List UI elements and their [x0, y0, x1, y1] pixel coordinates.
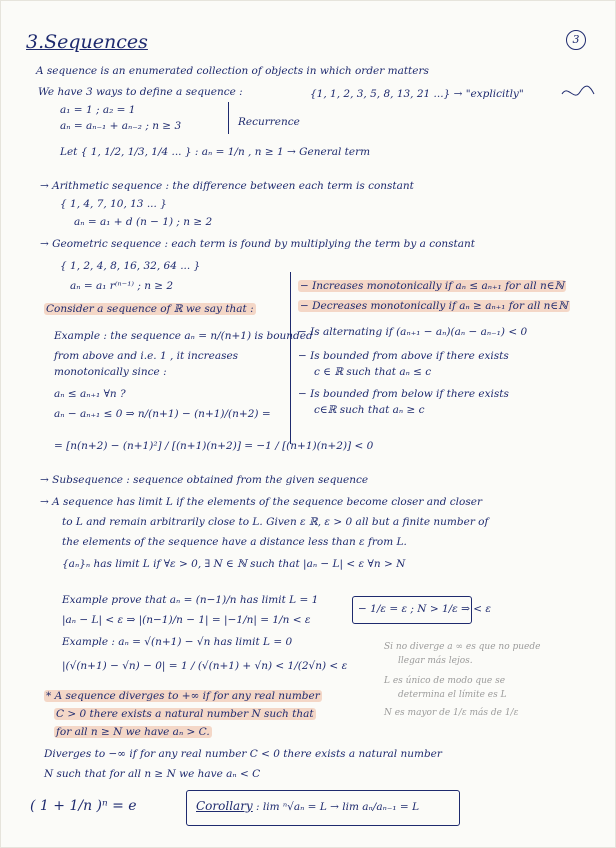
definition-line: A sequence is an enumerated collection of objects in which order matters	[36, 65, 429, 77]
recurrence-brace	[228, 102, 229, 134]
prop-bounded-below: − Is bounded from below if there exists	[298, 388, 509, 400]
prop-bounded-above: − Is bounded from above if there exists	[298, 350, 509, 362]
pencil-note-4: determina el límite es L	[398, 690, 507, 700]
limit-example-1-proof: |aₙ − L| < ε ⇒ |(n−1)/n − 1| = |−1/n| = 1/n < ε	[62, 614, 311, 626]
recurrence-formula: aₙ = aₙ₋₁ + aₙ₋₂ ; n ≥ 3	[60, 120, 182, 132]
general-term-line: Let { 1, 1/2, 1/3, 1/4 ... } : aₙ = 1/n , n ≥ 1 → General term	[60, 146, 371, 158]
consider-line	[44, 303, 256, 316]
geometric-example: { 1, 2, 4, 8, 16, 32, 64 ... }	[60, 260, 201, 272]
prop-alternating: − Is alternating if (aₙ₊₁ − aₙ)(aₙ − aₙ₋₁) < 0	[298, 326, 528, 338]
pencil-note-2: llegar más lejos.	[398, 656, 473, 666]
prop-decreases-text: − Decreases monotonically if aₙ ≥ aₙ₊₁ for all n∈ℕ	[300, 300, 568, 312]
diverge-plus-3-text: for all n ≥ N we have aₙ > C.	[56, 726, 210, 738]
pencil-note-5: N es mayor de 1/ε más de 1/ε	[384, 708, 519, 718]
prop-bounded-above-2: c ∈ ℝ such that aₙ ≤ c	[314, 366, 432, 378]
arithmetic-formula: aₙ = a₁ + d (n − 1) ; n ≥ 2	[74, 216, 213, 228]
diverge-plus-1	[44, 690, 322, 703]
limit-def-1: → A sequence has limit L if the elements of the sequence become closer and closer	[40, 496, 482, 508]
diverge-plus-2	[54, 708, 316, 721]
three-ways-line: We have 3 ways to define a sequence :	[38, 86, 243, 98]
consider-highlight: Consider a sequence of ℝ we say that :	[46, 303, 254, 315]
geometric-formula: aₙ = a₁ r⁽ⁿ⁻¹⁾ ; n ≥ 2	[70, 280, 174, 292]
example-bounded-2: from above and i.e. 1 , it increases	[54, 350, 239, 362]
pencil-note-3: L es único de modo que se	[384, 676, 506, 686]
geometric-heading: → Geometric sequence : each term is found by multiplying the term by a constant	[40, 238, 476, 250]
arithmetic-heading: → Arithmetic sequence : the difference between each term is constant	[40, 180, 414, 192]
limit-formal: {aₙ}ₙ has limit L if ∀ε > 0, ∃ N ∈ ℕ such that |aₙ − L| < ε ∀n > N	[62, 558, 406, 570]
margin-squiggle-icon	[560, 80, 596, 104]
epsilon-box-text: − 1/ε = ε ; N > 1/ε ⇒ < ε	[358, 603, 492, 615]
monotone-step-1: aₙ − aₙ₊₁ ≤ 0 ⇒ n/(n+1) − (n+1)/(n+2) =	[54, 408, 271, 420]
properties-brace	[290, 272, 291, 444]
limit-example-2-proof: |(√(n+1) − √n) − 0| = 1 / (√(n+1) + √n) < 1/(2√n) < ε	[62, 660, 348, 672]
limit-example-1: Example prove that aₙ = (n−1)/n has limit L = 1	[62, 594, 319, 606]
limit-example-2: Example : aₙ = √(n+1) − √n has limit L = 0	[62, 636, 293, 648]
e-limit: ( 1 + 1/n )ⁿ = e	[30, 798, 137, 814]
monotone-question: aₙ ≤ aₙ₊₁ ∀n ?	[54, 388, 126, 400]
page-number: 3	[566, 30, 586, 50]
prop-increases-text: − Increases monotonically if aₙ ≤ aₙ₊₁ for all n∈ℕ	[300, 280, 565, 292]
diverge-minus-1: Diverges to −∞ if for any real number C < 0 there exists a natural number	[44, 748, 442, 760]
limit-def-2: to L and remain arbitrarily close to L. Given ε ℝ, ε > 0 all but a finite number of	[62, 516, 489, 528]
explicit-example: {1, 1, 2, 3, 5, 8, 13, 21 ...} → "explicitly"	[310, 88, 524, 100]
prop-bounded-below-2: c∈ℝ such that aₙ ≥ c	[314, 404, 425, 416]
example-bounded: Example : the sequence aₙ = n/(n+1) is bounded	[54, 330, 313, 342]
diverge-minus-2: N such that for all n ≥ N we have aₙ < C	[44, 768, 261, 780]
corollary-text: : lim ⁿ√aₙ = L → lim aₙ/aₙ₋₁ = L	[256, 801, 420, 813]
diverge-plus-2-text: C > 0 there exists a natural number N such that	[56, 708, 314, 720]
example-bounded-3: monotonically since :	[54, 366, 167, 378]
recurrence-initial: a₁ = 1 ; a₂ = 1	[60, 104, 136, 116]
arithmetic-example: { 1, 4, 7, 10, 13 ... }	[60, 198, 167, 210]
prop-decreases	[298, 300, 570, 313]
monotone-step-2: = [n(n+2) − (n+1)²] / [(n+1)(n+2)] = −1 / [(n+1)(n+2)] < 0	[54, 440, 374, 452]
diverge-plus-1-text: * A sequence diverges to +∞ if for any real number	[46, 690, 320, 702]
page-title: 3.Sequences	[26, 31, 148, 53]
corollary-label: Corollary	[196, 799, 253, 813]
prop-increases	[298, 280, 566, 293]
pencil-note-1: Si no diverge a ∞ es que no puede	[384, 642, 541, 652]
subsequence-line: → Subsequence : sequence obtained from the given sequence	[40, 474, 369, 486]
limit-def-3: the elements of the sequence have a distance less than ε from L.	[62, 536, 407, 548]
recurrence-label: Recurrence	[238, 116, 300, 128]
diverge-plus-3	[54, 726, 212, 739]
